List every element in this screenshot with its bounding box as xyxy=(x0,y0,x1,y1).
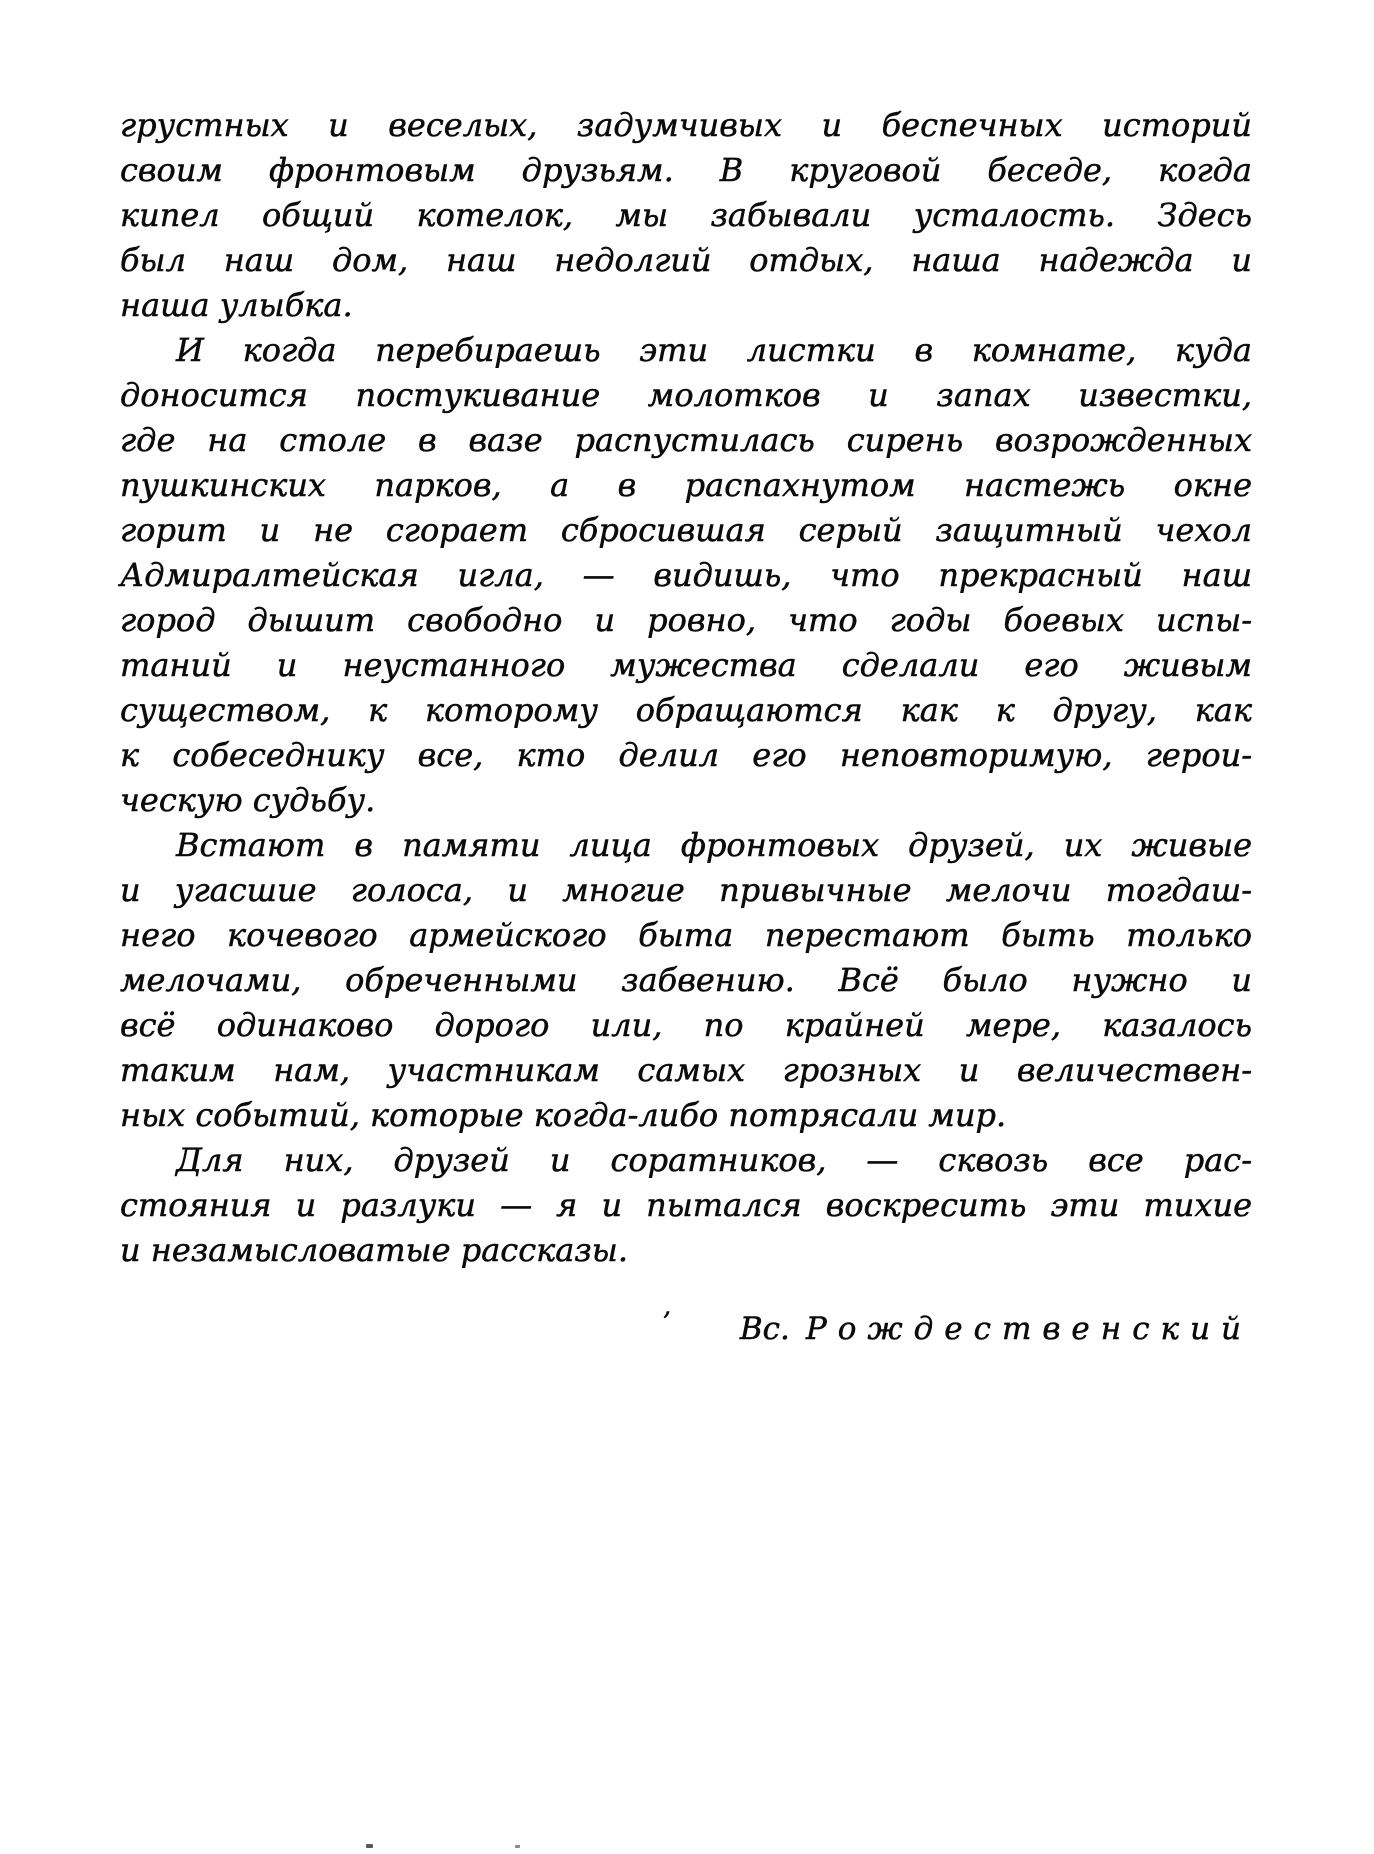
text-line: него кочевого армейского быта перестают быть только xyxy=(120,916,1252,954)
text-line: таким нам, участникам самых грозных и величествен- xyxy=(120,1051,1252,1089)
scan-speck xyxy=(515,1845,520,1848)
text-line: стояния и разлуки — я и пытался воскресить эти тихие xyxy=(120,1186,1252,1224)
author-signature xyxy=(120,1303,1252,1349)
signature-prefix: Вс. xyxy=(739,1311,790,1347)
text-line: таний и неустанного мужества сделали его живым xyxy=(120,646,1252,684)
signature-name: Рождественский xyxy=(805,1311,1252,1347)
scan-speck xyxy=(366,1844,373,1848)
text-line: горит и не сгорает сбросившая серый защитный чехол xyxy=(120,511,1252,549)
text-line: мелочами, обреченными забвению. Всё было нужно и xyxy=(120,961,1252,999)
text-line: всё одинаково дорого или, по крайней мере, казалось xyxy=(120,1006,1252,1044)
text-line: своим фронтовым друзьям. В круговой беседе, когда xyxy=(120,151,1252,189)
text-block xyxy=(120,103,1252,1349)
text-line: ческую судьбу. xyxy=(120,781,376,819)
paragraph xyxy=(120,103,1252,328)
text-line: и угасшие голоса, и многие привычные мелочи тогдаш- xyxy=(120,871,1252,909)
text-line: и незамысловатые рассказы. xyxy=(120,1231,628,1269)
text-line: ных событий, которые когда-либо потрясали мир. xyxy=(120,1096,1007,1134)
text-line: Встают в памяти лица фронтовых друзей, их живые xyxy=(176,826,1252,864)
text-line: наша улыбка. xyxy=(120,286,353,324)
text-line: существом, к которому обращаются как к другу, как xyxy=(120,691,1252,729)
paragraph xyxy=(120,328,1252,823)
text-line: Адмиралтейская игла, — видишь, что прекрасный наш xyxy=(120,556,1252,594)
text-line: город дышит свободно и ровно, что годы боевых испы- xyxy=(120,601,1252,639)
ink-mark: ʼ xyxy=(661,1308,670,1338)
paragraph xyxy=(120,823,1252,1138)
text-line: грустных и веселых, задумчивых и беспечных историй xyxy=(120,106,1252,144)
text-line: И когда перебираешь эти листки в комнате, куда xyxy=(176,331,1252,369)
text-line: где на столе в вазе распустилась сирень возрожденных xyxy=(120,421,1252,459)
paragraph xyxy=(120,1138,1252,1273)
text-line: был наш дом, наш недолгий отдых, наша надежда и xyxy=(120,241,1252,279)
text-line: доносится постукивание молотков и запах известки, xyxy=(120,376,1252,414)
text-line: кипел общий котелок, мы забывали усталость. Здесь xyxy=(120,196,1252,234)
text-line: Для них, друзей и соратников, — сквозь все рас- xyxy=(176,1141,1252,1179)
text-line: пушкинских парков, а в распахнутом настежь окне xyxy=(120,466,1252,504)
text-line: к собеседнику все, кто делил его неповторимую, герои- xyxy=(120,736,1252,774)
